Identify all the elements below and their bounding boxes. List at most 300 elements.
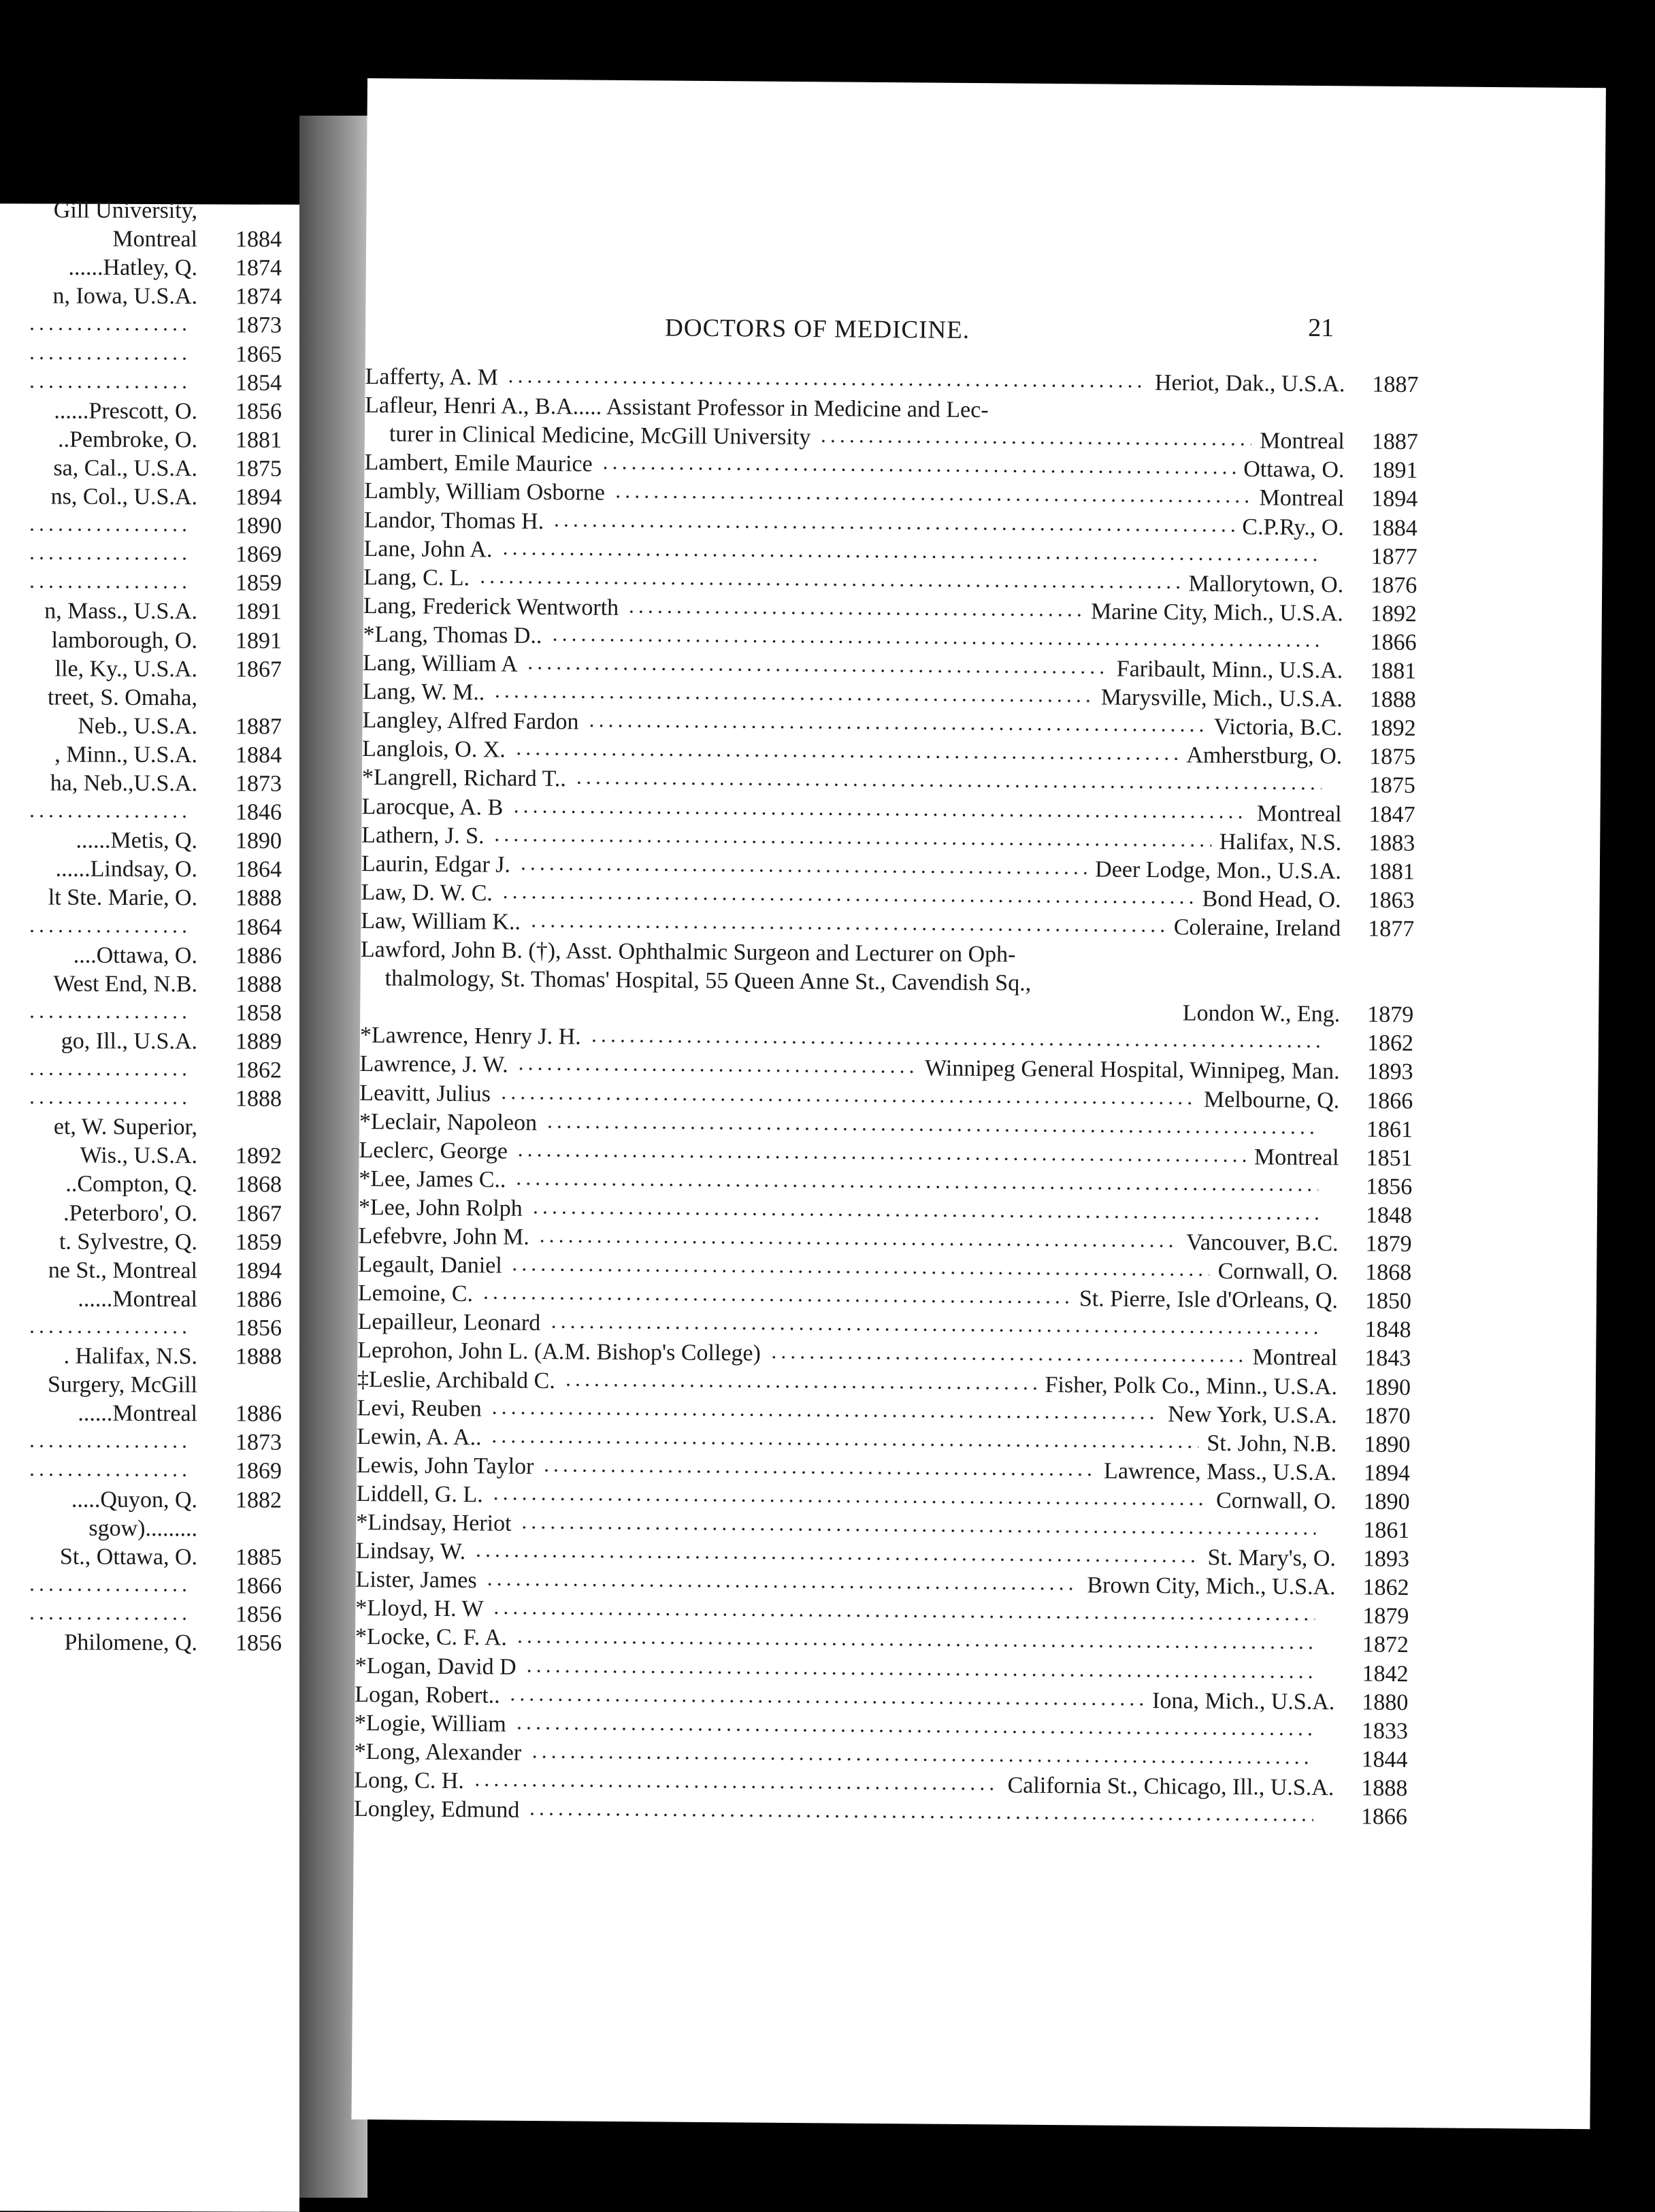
doctor-location: Amherstburg, O. (1186, 742, 1343, 770)
leader-dots (563, 1383, 1037, 1389)
doctor-name: *Locke, C. F. A. (355, 1624, 508, 1651)
doctor-location: Montreal (1259, 485, 1345, 512)
facing-page-line (0, 569, 197, 597)
doctor-name: Leclerc, George (359, 1137, 508, 1164)
facing-page-line: Montreal (112, 226, 197, 252)
doctor-name: Long, C. H. (354, 1767, 464, 1794)
facing-page-line (0, 340, 197, 367)
graduation-year: 1843 (1364, 1345, 1411, 1372)
doctor-location: Vancouver, B.C. (1186, 1229, 1339, 1257)
leader-dots (508, 1698, 1144, 1705)
doctor-name: Lewis, John Taylor (356, 1452, 534, 1479)
doctor-location: Cornwall, O. (1215, 1487, 1337, 1515)
facing-page-year: 1866 (235, 1573, 282, 1599)
graduation-year: 1881 (1370, 658, 1417, 684)
doctor-name: thalmology, St. Thomas' Hospital, 55 Queen Anne St., Cavendish Sq., (384, 965, 1032, 996)
leader-dots (600, 467, 1235, 474)
facing-page-line: ......Prescott, O. (54, 398, 197, 424)
doctor-name: Law, William K.. (361, 908, 521, 935)
facing-page-year: 1891 (235, 627, 282, 654)
leader-dots (769, 1356, 1244, 1362)
leader-dots (574, 782, 1322, 791)
doctor-location: Melbourne, Q. (1203, 1087, 1340, 1113)
doctor-name: *Lindsay, Heriot (356, 1509, 512, 1536)
leader-dots (472, 1783, 999, 1790)
graduation-year: 1879 (1362, 1603, 1409, 1630)
facing-page-year: 1888 (235, 1344, 282, 1370)
facing-page-year: 1856 (235, 1315, 282, 1341)
graduation-year: 1875 (1369, 772, 1416, 799)
leader-dots (27, 357, 191, 360)
facing-page-year: 1886 (235, 1287, 282, 1313)
doctor-name: *Logan, David D (355, 1653, 517, 1680)
facing-page-line (0, 311, 197, 339)
leader-dots (819, 440, 1251, 446)
graduation-year: 1881 (1368, 859, 1415, 885)
facing-page (0, 197, 299, 2212)
graduation-year: 1892 (1370, 601, 1418, 627)
leader-dots (527, 1813, 1313, 1821)
leader-dots (27, 328, 191, 331)
leader-dots (491, 1497, 1208, 1505)
doctor-name: Legault, Daniel (358, 1252, 502, 1278)
doctor-name: Langlois, O. X. (362, 736, 506, 763)
leader-dots (512, 810, 1249, 819)
graduation-year: 1861 (1363, 1517, 1410, 1544)
doctor-name: *Langrell, Richard T.. (361, 765, 567, 792)
leader-dots (545, 1125, 1319, 1134)
doctor-name: *Lee, James C.. (359, 1166, 506, 1193)
facing-page-year: 1873 (235, 1430, 282, 1455)
facing-page-line: lle, Ky., U.S.A. (54, 656, 197, 682)
graduation-year: 1876 (1371, 572, 1418, 598)
facing-page-line: ....Ottawa, O. (73, 942, 197, 968)
page-title: DOCTORS OF MEDICINE. (664, 314, 970, 344)
doctor-location: C.P.Ry., O. (1242, 514, 1345, 540)
facing-page-line: . Halifax, N.S. (63, 1343, 197, 1370)
doctor-location: Heriot, Dak., U.S.A. (1154, 370, 1345, 397)
leader-dots (489, 1440, 1198, 1448)
doctor-location: St. John, N.B. (1207, 1430, 1337, 1457)
leader-dots (525, 667, 1109, 674)
facing-page-line (0, 1428, 197, 1456)
graduation-year: 1833 (1361, 1718, 1409, 1744)
facing-page-line: .....Quyon, Q. (71, 1487, 197, 1513)
doctor-name: Lemoine, C. (357, 1281, 474, 1307)
doctor-name: Lambert, Emile Maurice (364, 450, 593, 477)
facing-page-line: Neb., U.S.A. (78, 713, 197, 740)
doctor-name: Lafleur, Henri A., B.A..... Assistant Professor in Medicine and Lec- (365, 393, 989, 423)
leader-dots (27, 1330, 191, 1334)
leader-dots (27, 586, 191, 589)
facing-page-year: 1859 (235, 570, 282, 596)
doctor-name: *Lawrence, Henry J. H. (359, 1023, 581, 1050)
doctor-location: Victoria, B.C. (1213, 714, 1343, 741)
graduation-year: 1887 (1371, 429, 1418, 455)
graduation-year: 1884 (1371, 515, 1418, 541)
doctor-name: Landor, Thomas H. (363, 507, 544, 534)
facing-page-line: Gill University, (53, 197, 197, 224)
doctor-location: Faribault, Minn., U.S.A. (1116, 656, 1343, 684)
graduation-year: 1850 (1364, 1288, 1412, 1315)
leader-dots (549, 1325, 1317, 1334)
facing-page-year: 1867 (235, 657, 282, 682)
doctor-name: Lafferty, A. M (365, 363, 499, 391)
facing-page-year: 1886 (235, 943, 282, 969)
doctor-location: Coleraine, Ireland (1173, 914, 1341, 942)
doctor-name: Lathern, J. S. (361, 822, 485, 848)
graduation-year: 1862 (1366, 1030, 1414, 1057)
doctor-name: Lang, W. M.. (362, 679, 485, 706)
facing-page-line: Wis., U.S.A. (80, 1142, 197, 1169)
doctor-name: *Lee, John Rolph (358, 1194, 523, 1221)
doctor-name: Lefebvre, John M. (358, 1223, 529, 1250)
facing-page-year: 1882 (235, 1487, 282, 1513)
doctor-name: Longley, Edmund (353, 1796, 520, 1823)
leader-dots (27, 929, 191, 933)
facing-page-year (214, 1515, 282, 1542)
graduation-year: 1877 (1368, 916, 1415, 942)
facing-page-line: Surgery, McGill (47, 1372, 197, 1398)
doctor-location: Fisher, Polk Co., Minn., U.S.A. (1045, 1372, 1338, 1400)
facing-page-year: 1864 (235, 914, 282, 940)
graduation-year: 1863 (1368, 887, 1415, 913)
doctor-name: Lane, John A. (363, 535, 493, 563)
leader-dots (27, 1445, 191, 1449)
graduation-year: 1887 (1372, 372, 1419, 398)
leader-dots (27, 1588, 191, 1591)
facing-page-year: 1884 (235, 227, 282, 252)
leader-dots (491, 1612, 1315, 1621)
facing-page-year: 1891 (235, 599, 282, 625)
facing-page-year: 1885 (235, 1545, 282, 1570)
graduation-year: 1894 (1371, 486, 1418, 512)
leader-dots (27, 557, 191, 561)
doctor-location: Bond Head, O. (1202, 886, 1341, 913)
facing-page-year: 1856 (235, 1602, 282, 1628)
doctor-name: *Long, Alexander (354, 1738, 522, 1766)
leader-dots (613, 495, 1251, 503)
facing-page-year (214, 197, 282, 225)
graduation-year: 1879 (1365, 1231, 1412, 1257)
leader-dots (516, 1153, 1246, 1161)
leader-dots (530, 1755, 1314, 1764)
graduation-year: 1879 (1367, 1002, 1414, 1028)
facing-page-line: t. Sylvestre, Q. (59, 1229, 197, 1255)
leader-dots (492, 838, 1211, 846)
leader-dots (27, 1474, 191, 1477)
doctor-name: turer in Clinical Medicine, McGill University (389, 421, 811, 450)
facing-page-year: 1862 (235, 1057, 282, 1083)
facing-page-line: n, Mass., U.S.A. (44, 598, 197, 625)
facing-page-line: ne St., Montreal (48, 1257, 197, 1283)
facing-page-line: ......Hatley, Q. (68, 254, 197, 281)
facing-page-year: 1892 (235, 1143, 282, 1169)
doctor-location: Mallorytown, O. (1188, 571, 1344, 597)
graduation-year: 1875 (1369, 744, 1416, 770)
facing-page-year: 1854 (235, 370, 282, 396)
leader-dots (589, 1040, 1320, 1048)
leader-dots (506, 380, 1146, 388)
doctor-location: Marysville, Mich., U.S.A. (1100, 684, 1343, 712)
facing-page-line (0, 1457, 197, 1485)
leader-dots (501, 895, 1194, 904)
facing-page-year: 1867 (235, 1200, 282, 1227)
facing-page-year: 1888 (235, 885, 282, 912)
doctor-name: Lawford, John B. (†), Asst. Ophthalmic Surgeon and Lecturer on Oph- (360, 936, 1016, 968)
graduation-year: 1851 (1366, 1145, 1413, 1171)
leader-dots (481, 1297, 1071, 1304)
graduation-year: 1848 (1364, 1317, 1411, 1343)
doctor-name: Lambly, William Osborne (364, 478, 606, 506)
facing-page-line: West End, N.B. (53, 971, 197, 997)
doctor-name: *Lang, Thomas D.. (363, 621, 542, 648)
doctor-location: Montreal (1252, 1344, 1338, 1371)
leader-dots (27, 814, 191, 818)
facing-page-line: ..Pembroke, O. (58, 427, 197, 453)
leader-dots (587, 725, 1206, 732)
facing-page-line: , Minn., U.S.A. (54, 742, 197, 768)
graduation-year: 1883 (1369, 830, 1415, 856)
doctor-name: Lister, James (355, 1567, 477, 1594)
leader-dots (519, 867, 1087, 874)
facing-page-year: 1884 (235, 742, 282, 768)
facing-page-year: 1868 (235, 1172, 282, 1198)
leader-dots (478, 580, 1180, 589)
graduation-year: 1866 (1366, 1088, 1413, 1114)
doctor-location: St. Pierre, Isle d'Orleans, Q. (1079, 1286, 1339, 1314)
leader-dots (529, 925, 1166, 932)
leader-dots (514, 753, 1178, 761)
doctor-name: ‡Leslie, Archibald C. (357, 1366, 555, 1393)
facing-page-line: Philomene, Q. (64, 1630, 197, 1656)
doctor-location: Ottawa, O. (1243, 457, 1345, 483)
graduation-year: 1880 (1362, 1689, 1409, 1715)
facing-page-line: sgow)......... (88, 1515, 197, 1541)
facing-page-year: 1873 (235, 771, 282, 797)
facing-page-line: St., Ottawa, O. (59, 1544, 197, 1570)
doctor-location: St. Mary's, O. (1207, 1545, 1337, 1572)
facing-page-year: 1894 (235, 1258, 282, 1284)
graduation-year: 1861 (1366, 1117, 1413, 1142)
facing-page-year: 1859 (235, 1229, 282, 1255)
graduation-year: 1893 (1366, 1059, 1413, 1085)
doctor-location: Cornwall, O. (1217, 1258, 1339, 1285)
doctor-location: Halifax, N.S. (1219, 829, 1342, 855)
doctor-name: Laurin, Edgar J. (361, 851, 511, 878)
facing-page-year: 1874 (235, 284, 282, 310)
facing-page-line (0, 912, 197, 940)
facing-page-year: 1886 (235, 1401, 282, 1427)
graduation-year: 1888 (1369, 687, 1417, 713)
doctor-name: Lang, C. L. (363, 564, 470, 591)
doctor-location: Montreal (1260, 428, 1345, 455)
doctor-location: Marine City, Mich., U.S.A. (1090, 599, 1344, 627)
doctor-location: Lawrence, Mass., U.S.A. (1103, 1458, 1337, 1486)
facing-page-line: ......Lindsay, O. (55, 856, 197, 882)
doctor-location: Montreal (1256, 800, 1342, 827)
facing-page-line (0, 1314, 197, 1342)
leader-dots (517, 1068, 917, 1074)
facing-page-line: ..Compton, Q. (65, 1171, 197, 1198)
graduation-year: 1868 (1365, 1259, 1412, 1286)
leader-dots (515, 1640, 1315, 1649)
graduation-year: 1892 (1369, 715, 1416, 742)
facing-page-line: sa, Cal., U.S.A. (53, 455, 197, 482)
doctor-name: Liddell, G. L. (356, 1481, 483, 1508)
facing-page-line: ......Metis, Q. (76, 827, 197, 854)
doctor-name: *Leclair, Napoleon (359, 1108, 538, 1136)
facing-page-year: 1888 (235, 1086, 282, 1112)
doctor-name: *Logie, William (354, 1710, 506, 1737)
facing-page-line (0, 512, 197, 540)
facing-page-line: n, Iowa, U.S.A. (52, 283, 197, 310)
leader-dots (27, 385, 191, 389)
facing-page-line (0, 798, 197, 826)
facing-page-year: 1846 (235, 799, 282, 825)
graduation-year: 1890 (1363, 1489, 1410, 1515)
leader-dots (27, 1072, 191, 1076)
graduation-year: 1872 (1362, 1632, 1409, 1658)
graduation-year: 1891 (1371, 457, 1418, 484)
leader-dots (474, 1554, 1200, 1562)
doctor-name: Langley, Alfred Fardon (362, 708, 579, 735)
doctor-name: Larocque, A. B (361, 793, 504, 821)
leader-dots (542, 1469, 1096, 1476)
facing-page-line: et, W. Superior, (53, 1114, 197, 1140)
graduation-year: 1866 (1370, 629, 1417, 656)
leader-dots (514, 1183, 1318, 1191)
doctor-name: Law, D. W. C. (361, 879, 493, 906)
page (351, 78, 1606, 2129)
facing-page-year: 1858 (235, 1000, 282, 1026)
facing-page-line (0, 368, 197, 396)
graduation-year: 1894 (1363, 1460, 1411, 1486)
graduation-year: 1856 (1366, 1174, 1413, 1200)
leader-dots (531, 1211, 1318, 1220)
facing-page-line: go, Ill., U.S.A. (61, 1028, 197, 1055)
doctor-name: Logan, Robert.. (355, 1681, 500, 1708)
leader-dots (485, 1583, 1079, 1591)
graduation-year: 1844 (1361, 1747, 1408, 1772)
leader-dots (514, 1726, 1314, 1735)
facing-page-year: 1875 (235, 456, 282, 482)
doctor-location: New York, U.S.A. (1168, 1401, 1337, 1428)
facing-page-year: 1894 (235, 484, 282, 510)
leader-dots (510, 1268, 1209, 1276)
leader-dots (27, 1617, 191, 1620)
doctor-name: Lepailleur, Leonard (357, 1309, 541, 1336)
graduation-year: 1842 (1362, 1661, 1409, 1687)
doctor-name: Lang, William A (363, 650, 518, 677)
graduation-year: 1870 (1364, 1403, 1411, 1429)
leader-dots (552, 524, 1234, 532)
facing-page-line: lamborough, O. (51, 627, 197, 653)
leader-dots (525, 1669, 1315, 1678)
leader-dots (627, 610, 1083, 616)
facing-page-year: 1887 (235, 714, 282, 740)
leader-dots (27, 1101, 191, 1104)
facing-page-line (0, 1056, 197, 1084)
graduation-year: 1847 (1369, 802, 1415, 827)
facing-page-year: 1865 (235, 341, 282, 367)
facing-page-year: 1874 (235, 255, 282, 281)
facing-page-line (0, 540, 197, 568)
doctor-location: Winnipeg General Hospital, Winnipeg, Man. (924, 1055, 1340, 1085)
facing-page-year: 1873 (235, 312, 282, 339)
leader-dots (499, 1096, 1196, 1104)
facing-page-year: 1881 (235, 427, 282, 453)
graduation-year: 1890 (1364, 1374, 1411, 1400)
graduation-year: 1862 (1362, 1574, 1409, 1601)
facing-page-year: 1856 (235, 1630, 282, 1656)
doctor-location: Montreal (1253, 1144, 1339, 1170)
facing-page-year: 1864 (235, 857, 282, 882)
facing-page-line: .Peterboro', O. (63, 1200, 197, 1226)
facing-page-line: ......Montreal (78, 1400, 197, 1427)
facing-page-year: 1889 (235, 1029, 282, 1055)
facing-page-year: 1856 (235, 399, 282, 425)
facing-page-line: ......Montreal (78, 1286, 197, 1313)
facing-page-line: treet, S. Omaha, (48, 684, 197, 710)
leader-dots (27, 1015, 191, 1019)
doctor-location: California St., Chicago, Ill., U.S.A. (1007, 1772, 1334, 1801)
facing-page-line (0, 1600, 197, 1628)
doctor-location: Brown City, Mich., U.S.A. (1087, 1572, 1336, 1600)
graduation-year: 1877 (1371, 544, 1418, 569)
doctor-name: *Lloyd, H. W (355, 1596, 484, 1622)
facing-page-year: 1888 (235, 972, 282, 997)
facing-page-line: ha, Neb.,U.S.A. (50, 770, 197, 797)
facing-page-year (214, 1115, 282, 1142)
facing-page-line (0, 999, 197, 1027)
doctor-name: Levi, Reuben (357, 1395, 482, 1421)
leader-dots (501, 552, 1324, 561)
leader-dots (27, 528, 191, 531)
doctor-location: Iona, Mich., U.S.A. (1151, 1687, 1335, 1715)
doctor-name: Lang, Frederick Wentworth (363, 593, 619, 621)
leader-dots (551, 638, 1323, 647)
graduation-year: 1888 (1361, 1775, 1408, 1801)
leader-dots (519, 1526, 1315, 1535)
doctor-name: Lawrence, J. W. (359, 1051, 508, 1078)
doctor-name: Lindsay, W. (355, 1538, 466, 1565)
leader-dots (538, 1240, 1179, 1247)
doctor-location: Deer Lodge, Mon., U.S.A. (1095, 857, 1342, 884)
graduation-year: 1890 (1364, 1432, 1411, 1457)
graduation-year: 1893 (1362, 1546, 1410, 1572)
facing-page-line (0, 1085, 197, 1112)
doctor-location: London W., Eng. (1182, 1000, 1341, 1027)
doctor-name: Leavitt, Julius (359, 1080, 491, 1106)
doctor-name: Leprohon, John L. (A.M. Bishop's College) (357, 1338, 761, 1366)
leader-dots (493, 695, 1093, 703)
leader-dots (490, 1411, 1160, 1419)
facing-page-year: 1869 (235, 542, 282, 567)
graduation-year: 1848 (1365, 1202, 1413, 1228)
facing-page-year: 1890 (235, 828, 282, 854)
facing-page-year: 1869 (235, 1458, 282, 1485)
graduation-year: 1866 (1360, 1804, 1408, 1830)
facing-page-line (0, 1572, 197, 1600)
doctor-name: Lewin, A. A.. (357, 1423, 482, 1451)
facing-page-year: 1890 (235, 513, 282, 539)
facing-page-year (214, 684, 282, 712)
facing-page-year (214, 1372, 282, 1399)
facing-page-line: ns, Col., U.S.A. (50, 484, 197, 510)
facing-page-line: lt Ste. Marie, O. (48, 885, 197, 911)
page-number: 21 (1307, 313, 1334, 343)
